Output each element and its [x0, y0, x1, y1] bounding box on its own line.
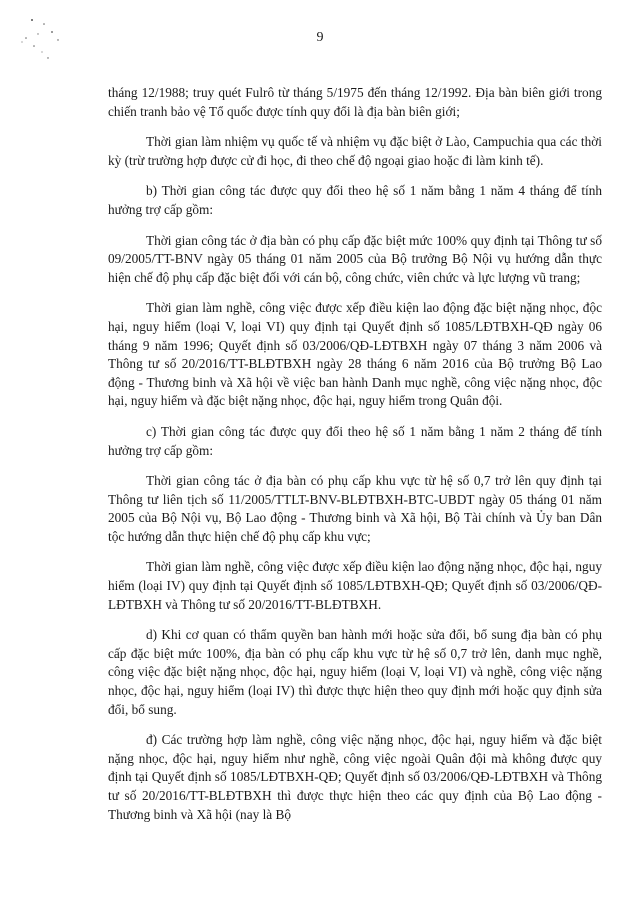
paragraph: Thời gian làm nghề, công việc được xếp điều kiện lao động đặc biệt nặng nhọc, độc hại, nguy hiểm (loại V, loại VI) quy định tại Quyết định số 1085/LĐTBXH-QĐ ngày 06 tháng 9 năm 1996; Quyết định số 03/2006/QĐ-LĐTBXH ngày 07 tháng 3 năm 2006 và Thông tư số 20/2016/TT-BLĐTBXH ngày 28 tháng 6 năm 2016 của Bộ trưởng Bộ Lao động - Thương binh và Xã hội về việc ban hành Danh mục nghề, công việc nặng nhọc, độc hại, nguy hiểm và đặc biệt nặng nhọc, độc hại, nguy hiểm trong Quân đội. — [108, 300, 602, 409]
paragraph-item-dd: đ) Các trường hợp làm nghề, công việc nặng nhọc, độc hại, nguy hiểm và đặc biệt nặng nhọc, độc hại, nguy hiểm như nghề, công việc ngoài Quân đội mà không được quy định tại Quyết định số 1085/LĐTBXH-QĐ; Quyết định số 03/2006/QĐ-LĐTBXH và Thông tư số 20/2016/TT-BLĐTBXH thì được thực hiện theo các quy định của Bộ Lao động - Thương binh và Xã hội (nay là Bộ — [108, 732, 602, 822]
paragraph-item-c: c) Thời gian công tác được quy đổi theo hệ số 1 năm bằng 1 năm 2 tháng để tính hưởng trợ cấp gồm: — [108, 423, 602, 458]
paragraph: Thời gian làm nghề, công việc được xếp điều kiện lao động nặng nhọc, độc hại, nguy hiểm (loại IV) quy định tại Quyết định số 1085/LĐTBXH-QĐ; Quyết định số 03/2006/QĐ-LĐTBXH và Thông tư số 20/2016/TT-BLĐTBXH. — [108, 559, 602, 612]
paragraph: Thời gian công tác ở địa bàn có phụ cấp đặc biệt mức 100% quy định tại Thông tư số 09/2005/TT-BNV ngày 05 tháng 01 năm 2005 của Bộ trưởng Bộ Nội vụ hướng dẫn thực hiện chế độ phụ cấp đặc biệt đối với cán bộ, công chức, viên chức và lực lượng vũ trang; — [108, 232, 602, 285]
paragraph-item-b: b) Thời gian công tác được quy đổi theo hệ số 1 năm bằng 1 năm 4 tháng để tính hưởng trợ cấp gồm: — [108, 183, 602, 217]
paragraph-item-d: d) Khi cơ quan có thẩm quyền ban hành mới hoặc sửa đổi, bổ sung địa bàn có phụ cấp đặc biệt mức 100%, địa bàn có phụ cấp khu vực từ hệ số 0,7 trở lên, danh mục nghề, công việc đặc biệt nặng nhọc, độc hại, nguy hiểm (loại V, loại VI) và nghề, công việc nặng nhọc, độc hại, nguy hiểm (loại IV) thì được thực hiện theo quy định mới hoặc quy định sửa đổi, bổ sung. — [108, 627, 602, 717]
paragraph-continuation: tháng 12/1988; truy quét Fulrô từ tháng 5/1975 đến tháng 12/1992. Địa bàn biên giới trong chiến tranh bảo vệ Tổ quốc được tính quy đổi là địa bàn biên giới; — [108, 85, 602, 119]
paragraph: Thời gian công tác ở địa bàn có phụ cấp khu vực từ hệ số 0,7 trở lên quy định tại Thông tư liên tịch số 11/2005/TTLT-BNV-BLĐTBXH-BTC-UBDT ngày 05 tháng 01 năm 2005 của Bộ Nội vụ, Bộ Lao động - Thương binh và Xã hội, Bộ Tài chính và Ủy ban Dân tộc hướng dẫn thực hiện chế độ phụ cấp khu vực; — [108, 473, 602, 544]
page-number: 9 — [316, 30, 324, 45]
document-body — [108, 84, 602, 836]
paragraph: Thời gian làm nhiệm vụ quốc tế và nhiệm vụ đặc biệt ở Lào, Campuchia qua các thời kỳ (trừ trường hợp được cử đi học, đi theo chế độ ngoại giao hoặc đi làm kinh tế). — [108, 134, 602, 168]
